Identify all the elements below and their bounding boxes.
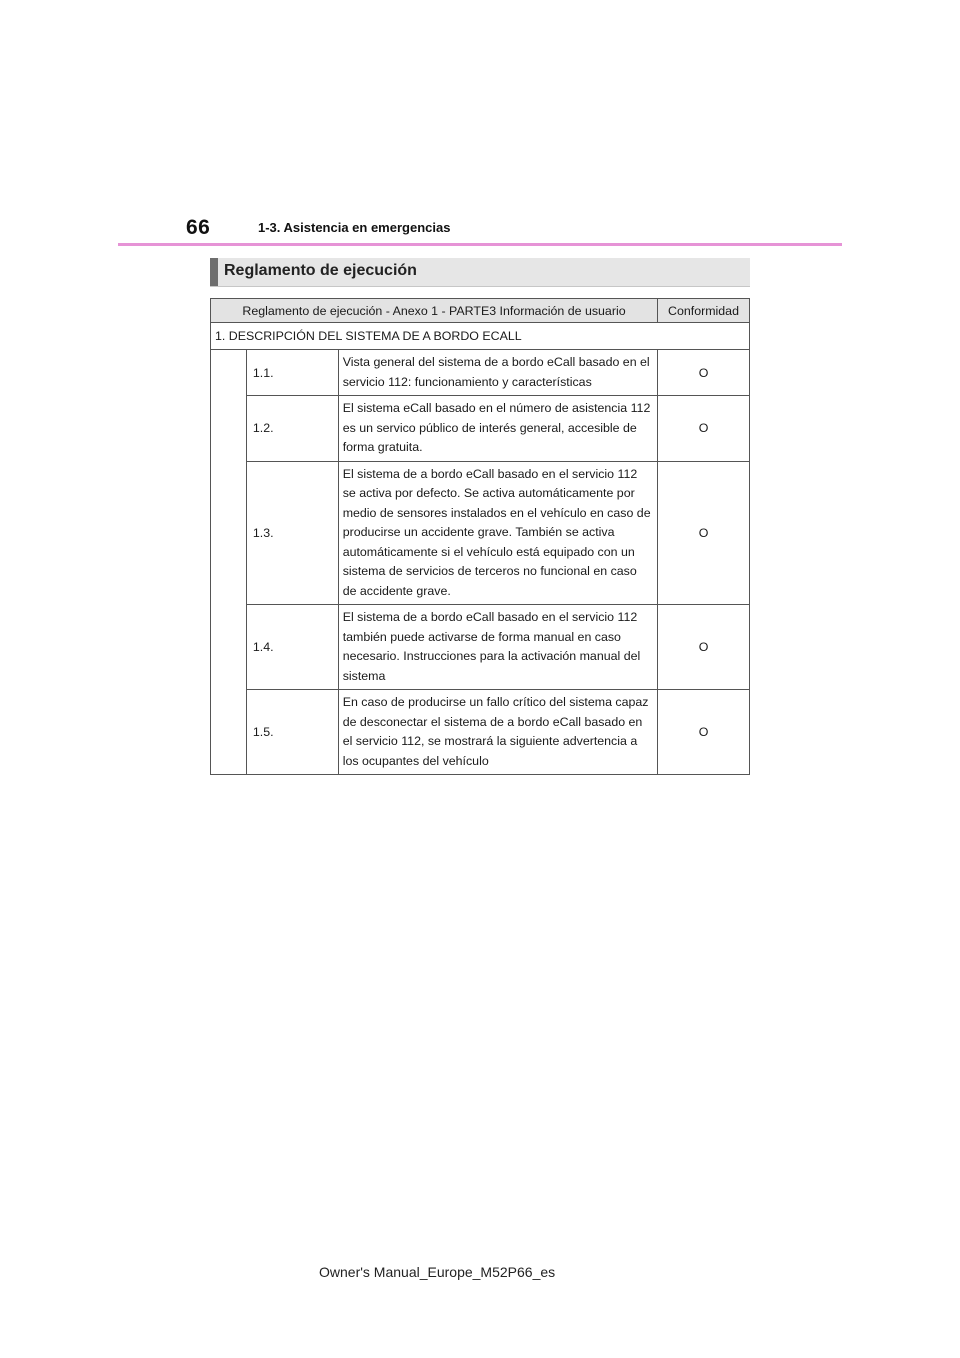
section-heading (210, 258, 750, 287)
row-number: 1.2. (246, 396, 338, 462)
row-number: 1.3. (246, 461, 338, 605)
row-conformity: O (658, 605, 750, 690)
row-conformity: O (658, 350, 750, 396)
table-row (211, 350, 750, 396)
chapter-title: 1-3. Asistencia en emergencias (258, 220, 451, 235)
row-description: El sistema de a bordo eCall basado en el servicio 112 se activa por defecto. Se activa automáticamente por medio de sensores instalados en el vehículo en caso de producirse un accidente grave. También se activa automáticamente si el vehículo está equipado con un sistema de servicios de terceros no funcional en caso de accidente grave. (338, 461, 657, 605)
row-description: Vista general del sistema de a bordo eCall basado en el servicio 112: funcionamiento y características (338, 350, 657, 396)
row-description: El sistema eCall basado en el número de asistencia 112 es un servico público de interés general, accesible de forma gratuita. (338, 396, 657, 462)
table-row (211, 605, 750, 690)
row-conformity: O (658, 396, 750, 462)
row-description: El sistema de a bordo eCall basado en el servicio 112 también puede activarse de forma manual en caso necesario. Instrucciones para la activación manual del sistema (338, 605, 657, 690)
table-row (211, 690, 750, 775)
section-heading-accent-bar (210, 258, 218, 286)
row-conformity: O (658, 690, 750, 775)
row-number: 1.4. (246, 605, 338, 690)
row-description: En caso de producirse un fallo crítico del sistema capaz de desconectar el sistema de a bordo eCall basado en el servicio 112, se mostrará la siguiente advertencia a los ocupantes del vehículo (338, 690, 657, 775)
column-header-regulation: Reglamento de ejecución - Anexo 1 - PARTE3 Información de usuario (211, 299, 658, 323)
table-row (211, 461, 750, 605)
row-number: 1.5. (246, 690, 338, 775)
row-conformity: O (658, 461, 750, 605)
indent-cell (211, 350, 247, 775)
section-row-title: 1. DESCRIPCIÓN DEL SISTEMA DE A BORDO ECALL (211, 323, 750, 350)
row-number: 1.1. (246, 350, 338, 396)
table-section-row (211, 323, 750, 350)
table-row (211, 396, 750, 462)
regulation-table (210, 298, 750, 775)
footer-manual-id: Owner's Manual_Europe_M52P66_es (319, 1264, 556, 1280)
table-header-row (211, 299, 750, 323)
column-header-conformity: Conformidad (658, 299, 750, 323)
section-heading-title: Reglamento de ejecución (224, 262, 417, 279)
page-number: 66 (186, 216, 211, 239)
header-divider (118, 243, 842, 246)
